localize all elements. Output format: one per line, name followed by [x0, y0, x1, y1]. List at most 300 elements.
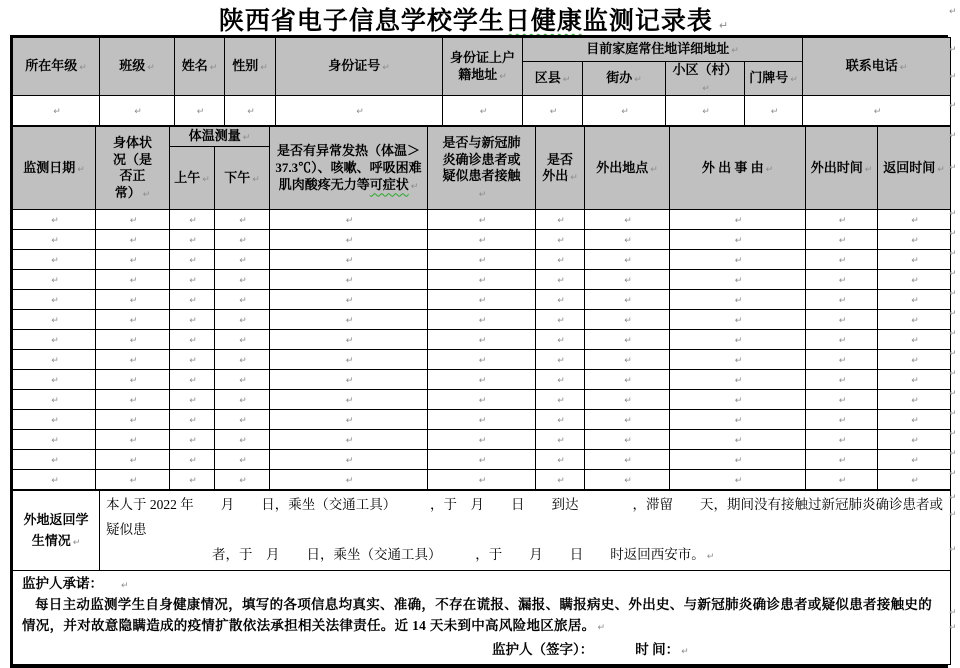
- paragraph-mark: ↵: [478, 336, 487, 347]
- header-cell-district: 区县 ↵: [523, 62, 583, 96]
- blank-fill-cell[interactable]: [585, 470, 670, 490]
- blank-fill-cell[interactable]: [170, 290, 215, 310]
- blank-fill-cell[interactable]: [428, 430, 536, 450]
- signature-label[interactable]: 监护人（签字）：: [492, 641, 594, 657]
- blank-fill-cell[interactable]: [536, 250, 585, 270]
- blank-fill-cell[interactable]: [428, 270, 536, 290]
- blank-fill-cell[interactable]: [806, 470, 878, 490]
- blank-fill-cell[interactable]: [585, 450, 670, 470]
- blank-fill-cell[interactable]: [270, 410, 428, 430]
- blank-fill-cell[interactable]: [270, 470, 428, 490]
- blank-fill-cell[interactable]: [215, 470, 270, 490]
- paragraph-mark: ↵: [911, 436, 919, 447]
- blank-fill-cell[interactable]: [170, 230, 215, 250]
- paragraph-mark: ↵: [51, 396, 59, 407]
- paragraph-mark: ↵: [51, 216, 59, 227]
- blank-fill-cell[interactable]: [225, 96, 276, 126]
- blank-fill-cell[interactable]: [170, 410, 215, 430]
- paragraph-mark: ↵: [911, 396, 919, 407]
- blank-fill-cell[interactable]: [878, 430, 951, 450]
- blank-fill-cell[interactable]: [670, 310, 806, 330]
- daily-empty-row: [13, 350, 951, 370]
- header-cell-condition: 身体状况（是否正常） ↵: [96, 127, 170, 210]
- blank-fill-cell[interactable]: [878, 290, 951, 310]
- header-cell-return-time: 返回时间 ↵: [878, 127, 951, 210]
- paragraph-mark: ↵: [949, 7, 957, 17]
- blank-fill-cell[interactable]: [215, 290, 270, 310]
- blank-fill-cell[interactable]: [270, 330, 428, 350]
- blank-fill-cell[interactable]: [666, 96, 745, 126]
- blank-fill-cell[interactable]: [806, 290, 878, 310]
- paragraph-mark: ↵: [129, 376, 138, 387]
- blank-fill-cell[interactable]: [13, 330, 96, 350]
- blank-fill-cell[interactable]: [806, 210, 878, 230]
- blank-fill-cell[interactable]: [428, 310, 536, 330]
- return-text-line2: 者，于 月 日，乘坐（交通工具） ，于 月 日 时返回西安市。 ↵: [212, 547, 715, 563]
- blank-fill-cell[interactable]: [270, 370, 428, 390]
- blank-fill-cell[interactable]: [428, 390, 536, 410]
- blank-fill-cell[interactable]: [428, 410, 536, 430]
- paragraph-mark: ↵: [129, 356, 138, 367]
- return-section-label: 外地返回学 生情况 ↵: [13, 491, 100, 571]
- blank-fill-cell[interactable]: [428, 230, 536, 250]
- blank-fill-cell[interactable]: [428, 450, 536, 470]
- paragraph-mark: ↵: [189, 456, 197, 467]
- paragraph-mark: ↵: [478, 416, 487, 427]
- paragraph-mark: ↵: [911, 456, 919, 467]
- blank-fill-cell[interactable]: [215, 350, 270, 370]
- blank-fill-cell[interactable]: [215, 430, 270, 450]
- paragraph-mark: ↵: [557, 456, 565, 467]
- paragraph-mark: ↵: [189, 476, 197, 487]
- daily-empty-row: [13, 450, 951, 470]
- paragraph-mark: ↵: [557, 216, 565, 227]
- blank-fill-cell[interactable]: [583, 96, 666, 126]
- paragraph-mark: ↵: [562, 75, 571, 86]
- paragraph-mark: ↵: [838, 456, 847, 467]
- blank-fill-cell[interactable]: [270, 230, 428, 250]
- blank-fill-cell[interactable]: [215, 330, 270, 350]
- blank-fill-cell[interactable]: [806, 230, 878, 250]
- paragraph-mark: ↵: [478, 396, 487, 407]
- blank-fill-cell[interactable]: [878, 330, 951, 350]
- blank-fill-cell[interactable]: [170, 470, 215, 490]
- blank-fill-cell[interactable]: [270, 430, 428, 450]
- blank-fill-cell[interactable]: [670, 430, 806, 450]
- blank-fill-cell[interactable]: [585, 390, 670, 410]
- blank-fill-cell[interactable]: [215, 230, 270, 250]
- blank-fill-cell[interactable]: [806, 390, 878, 410]
- blank-fill-cell[interactable]: [215, 450, 270, 470]
- blank-fill-cell[interactable]: [96, 470, 170, 490]
- blank-fill-cell[interactable]: [215, 310, 270, 330]
- paragraph-mark: ↵: [51, 296, 59, 307]
- blank-fill-cell[interactable]: [803, 96, 951, 126]
- blank-fill-cell[interactable]: [670, 290, 806, 310]
- paragraph-mark: ↵: [239, 276, 247, 287]
- blank-fill-cell[interactable]: [170, 390, 215, 410]
- blank-fill-cell[interactable]: [13, 370, 96, 390]
- blank-fill-cell[interactable]: [428, 350, 536, 370]
- blank-fill-cell[interactable]: [428, 370, 536, 390]
- blank-fill-cell[interactable]: [215, 390, 270, 410]
- blank-fill-cell[interactable]: [96, 250, 170, 270]
- paragraph-mark: ↵: [345, 336, 354, 347]
- blank-fill-cell[interactable]: [585, 230, 670, 250]
- blank-fill-cell[interactable]: [270, 270, 428, 290]
- symptoms-spellcheck-squiggle: 可症状: [369, 176, 409, 192]
- blank-fill-cell[interactable]: [96, 230, 170, 250]
- blank-fill-cell[interactable]: [443, 96, 523, 126]
- paragraph-mark: ↵: [949, 493, 957, 503]
- blank-fill-cell[interactable]: [585, 430, 670, 450]
- blank-fill-cell[interactable]: [428, 330, 536, 350]
- blank-fill-cell[interactable]: [536, 350, 585, 370]
- paragraph-mark: ↵: [345, 316, 354, 327]
- paragraph-mark: ↵: [345, 476, 354, 487]
- blank-fill-cell[interactable]: [13, 410, 96, 430]
- blank-fill-cell[interactable]: [585, 330, 670, 350]
- paragraph-mark: ↵: [911, 216, 919, 227]
- blank-fill-cell[interactable]: [170, 350, 215, 370]
- paragraph-mark: ↵: [911, 336, 919, 347]
- blank-fill-cell[interactable]: [13, 350, 96, 370]
- blank-fill-cell[interactable]: [878, 230, 951, 250]
- paragraph-mark: ↵: [838, 336, 847, 347]
- blank-fill-cell[interactable]: [270, 210, 428, 230]
- blank-fill-cell[interactable]: [585, 290, 670, 310]
- blank-fill-cell[interactable]: [670, 370, 806, 390]
- paragraph-mark: ↵: [624, 316, 632, 327]
- paragraph-mark: ↵: [734, 456, 743, 467]
- paragraph-mark: ↵: [949, 163, 957, 173]
- blank-fill-cell[interactable]: [806, 430, 878, 450]
- paragraph-mark: ↵: [51, 436, 59, 447]
- paragraph-mark: ↵: [51, 336, 59, 347]
- blank-fill-cell[interactable]: [96, 410, 170, 430]
- blank-fill-cell[interactable]: [670, 410, 806, 430]
- paragraph-mark: ↵: [734, 216, 743, 227]
- form-table: [10, 35, 948, 668]
- paragraph-mark: ↵: [911, 256, 919, 267]
- paragraph-mark: ↵: [734, 336, 743, 347]
- blank-fill-cell[interactable]: [96, 270, 170, 290]
- blank-fill-cell[interactable]: [170, 450, 215, 470]
- paragraph-mark: ↵: [129, 316, 138, 327]
- blank-fill-cell[interactable]: [878, 310, 951, 330]
- blank-fill-cell[interactable]: [585, 370, 670, 390]
- blank-fill-cell[interactable]: [523, 96, 583, 126]
- time-label[interactable]: 时 间：: [635, 641, 680, 657]
- paragraph-mark: ↵: [121, 581, 129, 592]
- paragraph-mark: ↵: [681, 646, 689, 657]
- paragraph-mark: ↵: [949, 623, 957, 633]
- paragraph-mark: ↵: [345, 236, 354, 247]
- blank-fill-cell[interactable]: [806, 250, 878, 270]
- blank-fill-cell[interactable]: [270, 250, 428, 270]
- header-cell-class: 班级 ↵: [100, 38, 175, 96]
- blank-fill-cell[interactable]: [13, 230, 96, 250]
- info-blank-row: [13, 96, 951, 126]
- blank-fill-cell[interactable]: [806, 350, 878, 370]
- paragraph-mark: ↵: [624, 256, 632, 267]
- blank-fill-cell[interactable]: [100, 96, 175, 126]
- paragraph-mark: ↵: [734, 376, 743, 387]
- blank-fill-cell[interactable]: [215, 210, 270, 230]
- blank-fill-cell[interactable]: [170, 210, 215, 230]
- blank-fill-cell[interactable]: [175, 96, 225, 126]
- paragraph-mark: ↵: [731, 46, 739, 57]
- blank-fill-cell[interactable]: [96, 310, 170, 330]
- blank-fill-cell[interactable]: [13, 290, 96, 310]
- blank-fill-cell[interactable]: [96, 370, 170, 390]
- blank-fill-cell[interactable]: [96, 210, 170, 230]
- paragraph-mark: ↵: [949, 369, 957, 379]
- blank-fill-cell[interactable]: [13, 450, 96, 470]
- blank-fill-cell[interactable]: [670, 470, 806, 490]
- daily-empty-row: [13, 430, 951, 450]
- blank-fill-cell[interactable]: [270, 390, 428, 410]
- paragraph-mark: ↵: [239, 296, 247, 307]
- paragraph-mark: ↵: [51, 236, 59, 247]
- blank-fill-cell[interactable]: [536, 370, 585, 390]
- paragraph-mark: ↵: [949, 101, 957, 111]
- daily-empty-row: [13, 250, 951, 270]
- daily-empty-row: [13, 270, 951, 290]
- blank-fill-cell[interactable]: [536, 450, 585, 470]
- header-group-temperature: 体温测量 ↵: [170, 127, 270, 147]
- blank-fill-cell[interactable]: [13, 270, 96, 290]
- paragraph-mark: ↵: [478, 376, 487, 387]
- paragraph-mark: ↵: [838, 436, 847, 447]
- blank-fill-cell[interactable]: [878, 370, 951, 390]
- blank-fill-cell[interactable]: [428, 210, 536, 230]
- paragraph-mark: ↵: [557, 296, 565, 307]
- blank-fill-cell[interactable]: [428, 290, 536, 310]
- blank-fill-cell[interactable]: [96, 330, 170, 350]
- paragraph-mark: ↵: [51, 376, 59, 387]
- blank-fill-cell[interactable]: [170, 430, 215, 450]
- paragraph-mark: ↵: [624, 436, 632, 447]
- paragraph-mark: ↵: [129, 216, 138, 227]
- header-cell-out-place: 外出地点 ↵: [585, 127, 670, 210]
- paragraph-mark: ↵: [911, 356, 919, 367]
- paragraph-mark: ↵: [734, 236, 743, 247]
- blank-fill-cell[interactable]: [276, 96, 443, 126]
- paragraph-mark: ↵: [129, 476, 138, 487]
- blank-fill-cell[interactable]: [96, 290, 170, 310]
- daily-empty-row: [13, 370, 951, 390]
- blank-fill-cell[interactable]: [428, 470, 536, 490]
- blank-fill-cell[interactable]: [878, 350, 951, 370]
- paragraph-mark: ↵: [51, 256, 59, 267]
- blank-fill-cell[interactable]: [585, 410, 670, 430]
- blank-fill-cell[interactable]: [878, 390, 951, 410]
- paragraph-mark: ↵: [949, 389, 957, 399]
- paragraph-mark: ↵: [129, 436, 138, 447]
- paragraph-mark: ↵: [129, 336, 138, 347]
- blank-fill-cell[interactable]: [215, 250, 270, 270]
- blank-fill-cell[interactable]: [13, 210, 96, 230]
- blank-fill-cell[interactable]: [270, 450, 428, 470]
- blank-fill-cell[interactable]: [270, 290, 428, 310]
- paragraph-mark: ↵: [356, 107, 364, 118]
- paragraph-mark: ↵: [557, 416, 565, 427]
- paragraph-mark: ↵: [838, 256, 847, 267]
- paragraph-mark: ↵: [734, 316, 743, 327]
- blank-fill-cell[interactable]: [536, 310, 585, 330]
- blank-fill-cell[interactable]: [745, 96, 803, 126]
- blank-fill-cell[interactable]: [536, 390, 585, 410]
- paragraph-mark: ↵: [734, 296, 743, 307]
- blank-fill-cell[interactable]: [670, 230, 806, 250]
- blank-fill-cell[interactable]: [270, 350, 428, 370]
- header-cell-gender: 性别 ↵: [225, 38, 276, 96]
- blank-fill-cell[interactable]: [536, 270, 585, 290]
- paragraph-mark: ↵: [557, 336, 565, 347]
- paragraph-mark: ↵: [911, 276, 919, 287]
- blank-fill-cell[interactable]: [536, 470, 585, 490]
- blank-fill-cell[interactable]: [585, 350, 670, 370]
- paragraph-mark: ↵: [873, 107, 882, 118]
- blank-fill-cell[interactable]: [13, 250, 96, 270]
- paragraph-mark: ↵: [260, 63, 268, 74]
- blank-fill-cell[interactable]: [670, 330, 806, 350]
- blank-fill-cell[interactable]: [96, 450, 170, 470]
- paragraph-mark: ↵: [549, 107, 558, 118]
- paragraph-mark: ↵: [189, 256, 197, 267]
- paragraph-mark: ↵: [838, 356, 847, 367]
- blank-fill-cell[interactable]: [670, 450, 806, 470]
- blank-fill-cell[interactable]: [878, 410, 951, 430]
- paragraph-mark: ↵: [53, 107, 61, 118]
- paragraph-mark: ↵: [911, 476, 919, 487]
- blank-fill-cell[interactable]: [170, 250, 215, 270]
- blank-fill-cell[interactable]: [536, 410, 585, 430]
- paragraph-mark: ↵: [77, 164, 85, 175]
- blank-fill-cell[interactable]: [13, 390, 96, 410]
- blank-fill-cell[interactable]: [215, 370, 270, 390]
- blank-fill-cell[interactable]: [878, 210, 951, 230]
- blank-fill-cell[interactable]: [536, 230, 585, 250]
- blank-fill-cell[interactable]: [13, 96, 100, 126]
- blank-fill-cell[interactable]: [670, 270, 806, 290]
- page-title: [0, 1, 948, 37]
- paragraph-mark: ↵: [478, 316, 487, 327]
- paragraph-mark: ↵: [624, 456, 632, 467]
- blank-fill-cell[interactable]: [670, 350, 806, 370]
- paragraph-mark: ↵: [345, 216, 354, 227]
- paragraph-mark: ↵: [129, 416, 138, 427]
- paragraph-mark: ↵: [624, 296, 632, 307]
- blank-fill-cell[interactable]: [536, 430, 585, 450]
- blank-fill-cell[interactable]: [270, 310, 428, 330]
- paragraph-mark: ↵: [838, 236, 847, 247]
- paragraph-mark: ↵: [189, 376, 197, 387]
- paragraph-mark: ↵: [239, 396, 247, 407]
- paragraph-mark: ↵: [239, 356, 247, 367]
- blank-fill-cell[interactable]: [806, 330, 878, 350]
- commitment-heading: 监护人承诺： ↵: [22, 576, 129, 592]
- blank-fill-cell[interactable]: [215, 270, 270, 290]
- blank-fill-cell[interactable]: [878, 270, 951, 290]
- blank-fill-cell[interactable]: [96, 350, 170, 370]
- daily-empty-row: [13, 410, 951, 430]
- paragraph-mark: ↵: [209, 63, 218, 74]
- blank-fill-cell[interactable]: [13, 310, 96, 330]
- paragraph-mark: ↵: [134, 107, 142, 118]
- paragraph-mark: ↵: [189, 296, 197, 307]
- paragraph-mark: ↵: [189, 356, 197, 367]
- paragraph-mark: ↵: [557, 356, 565, 367]
- paragraph-mark: ↵: [949, 131, 957, 141]
- blank-fill-cell[interactable]: [428, 250, 536, 270]
- daily-empty-row: [13, 390, 951, 410]
- blank-fill-cell[interactable]: [170, 270, 215, 290]
- blank-fill-cell[interactable]: [585, 250, 670, 270]
- paragraph-mark: ↵: [557, 396, 565, 407]
- blank-fill-cell[interactable]: [536, 290, 585, 310]
- blank-fill-cell[interactable]: [806, 310, 878, 330]
- blank-fill-cell[interactable]: [170, 310, 215, 330]
- paragraph-mark: ↵: [239, 236, 247, 247]
- paragraph-mark: ↵: [949, 349, 957, 359]
- blank-fill-cell[interactable]: [878, 250, 951, 270]
- blank-fill-cell[interactable]: [96, 430, 170, 450]
- blank-fill-cell[interactable]: [878, 470, 951, 490]
- blank-fill-cell[interactable]: [96, 390, 170, 410]
- paragraph-mark: ↵: [838, 296, 847, 307]
- paragraph-mark: ↵: [770, 107, 779, 118]
- blank-fill-cell[interactable]: [13, 470, 96, 490]
- return-section-text[interactable]: [100, 491, 951, 571]
- paragraph-mark: ↵: [51, 356, 59, 367]
- paragraph-mark: ↵: [949, 469, 957, 479]
- paragraph-mark: ↵: [899, 63, 908, 74]
- paragraph-mark: ↵: [624, 236, 632, 247]
- blank-fill-cell[interactable]: [215, 410, 270, 430]
- blank-fill-cell[interactable]: [806, 450, 878, 470]
- paragraph-mark: ↵: [478, 236, 487, 247]
- paragraph-mark: ↵: [382, 63, 390, 74]
- blank-fill-cell[interactable]: [536, 330, 585, 350]
- blank-fill-cell[interactable]: [536, 210, 585, 230]
- blank-fill-cell[interactable]: [670, 250, 806, 270]
- blank-fill-cell[interactable]: [170, 370, 215, 390]
- paragraph-mark: ↵: [597, 623, 606, 633]
- blank-fill-cell[interactable]: [585, 270, 670, 290]
- blank-fill-cell[interactable]: [670, 390, 806, 410]
- blank-fill-cell[interactable]: [806, 270, 878, 290]
- blank-fill-cell[interactable]: [806, 410, 878, 430]
- paragraph-mark: ↵: [734, 396, 743, 407]
- paragraph-mark: ↵: [247, 107, 255, 118]
- paragraph-mark: ↵: [949, 329, 957, 339]
- paragraph-mark: ↵: [949, 72, 957, 82]
- blank-fill-cell[interactable]: [585, 210, 670, 230]
- header-cell-contact: 是否与新冠肺炎确诊患者或疑似患者接触↵: [428, 127, 536, 210]
- blank-fill-cell[interactable]: [878, 450, 951, 470]
- paragraph-mark: ↵: [838, 396, 847, 407]
- blank-fill-cell[interactable]: [170, 330, 215, 350]
- paragraph-mark: ↵: [557, 376, 565, 387]
- paragraph-mark: ↵: [479, 107, 488, 118]
- blank-fill-cell[interactable]: [806, 370, 878, 390]
- blank-fill-cell[interactable]: [585, 310, 670, 330]
- blank-fill-cell[interactable]: [670, 210, 806, 230]
- blank-fill-cell[interactable]: [13, 430, 96, 450]
- paragraph-mark: ↵: [478, 476, 487, 487]
